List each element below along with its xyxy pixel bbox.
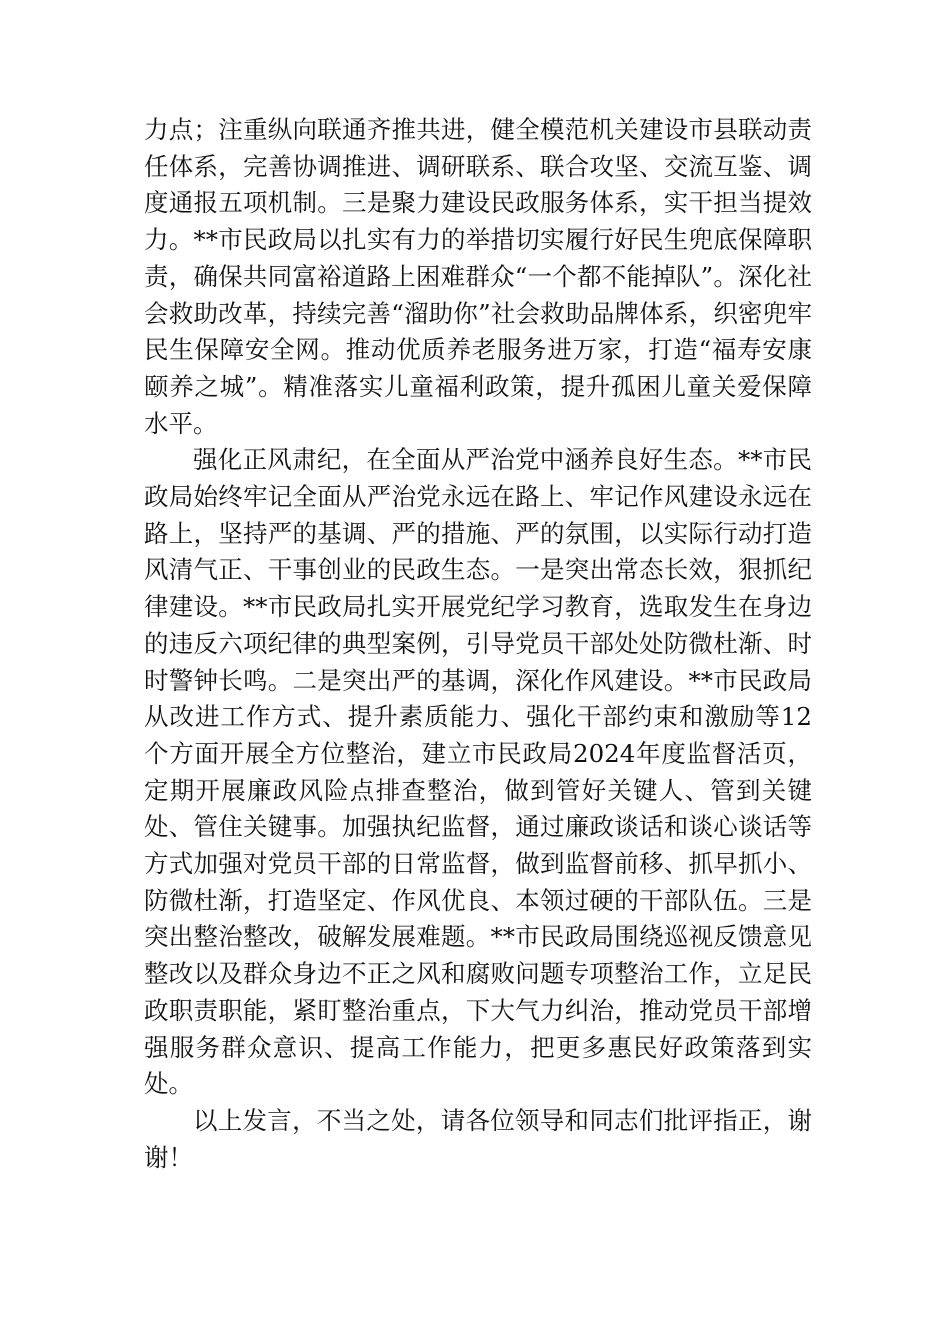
document-body (144, 112, 812, 1176)
paragraph-3: 以上发言，不当之处，请各位领导和同志们批评指正，谢谢！ (144, 1105, 812, 1172)
paragraph-2: 强化正风肃纪，在全面从严治党中涵养良好生态。**市民政局始终牢记全面从严治党永远在路上、牢记作风建设永远在路上，坚持严的基调、严的措施、严的氛围，以实际行动打造风清气正、干事创业的民政生态。一是突出常态长效，狠抓纪律建设。**市民政局扎实开展党纪学习教育，选取发生在身边的违反六项纪律的典型案例，引导党员干部处处防微杜渐、时时警钟长鸣。二是突出严的基调，深化作风建设。**市民政局从改进工作方式、提升素质能力、强化干部约束和激励等12个方面开展全方位整治，建立市民政局2024年度监督活页，定期开展廉政风险点排查整治，做到管好关键人、管到关键处、管住关键事。加强执纪监督，通过廉政谈话和谈心谈话等方式加强对党员干部的日常监督，做到监督前移、抓早抓小、防微杜渐，打造坚定、作风优良、本领过硬的干部队伍。三是突出整治整改，破解发展难题。**市民政局围绕巡视反馈意见整改以及群众身边不正之风和腐败问题专项整治工作，立足民政职责职能，紧盯整治重点，下大气力纠治，推动党员干部增强服务群众意识、提高工作能力，把更多惠民好政策落到实处。 (144, 445, 812, 1099)
paragraph-1: 力点；注重纵向联通齐推共进，健全模范机关建设市县联动责任体系，完善协调推进、调研联系、联合攻坚、交流互鉴、调度通报五项机制。三是聚力建设民政服务体系，实干担当提效力。**市民政局以扎实有力的举措切实履行好民生兜底保障职责，确保共同富裕道路上困难群众“一个都不能掉队”。深化社会救助改革，持续完善“溜助你”社会救助品牌体系，织密兜牢民生保障安全网。推动优质养老服务进万家，打造“福寿安康颐养之城”。精准落实儿童福利政策，提升孤困儿童关爱保障水平。 (144, 115, 812, 438)
